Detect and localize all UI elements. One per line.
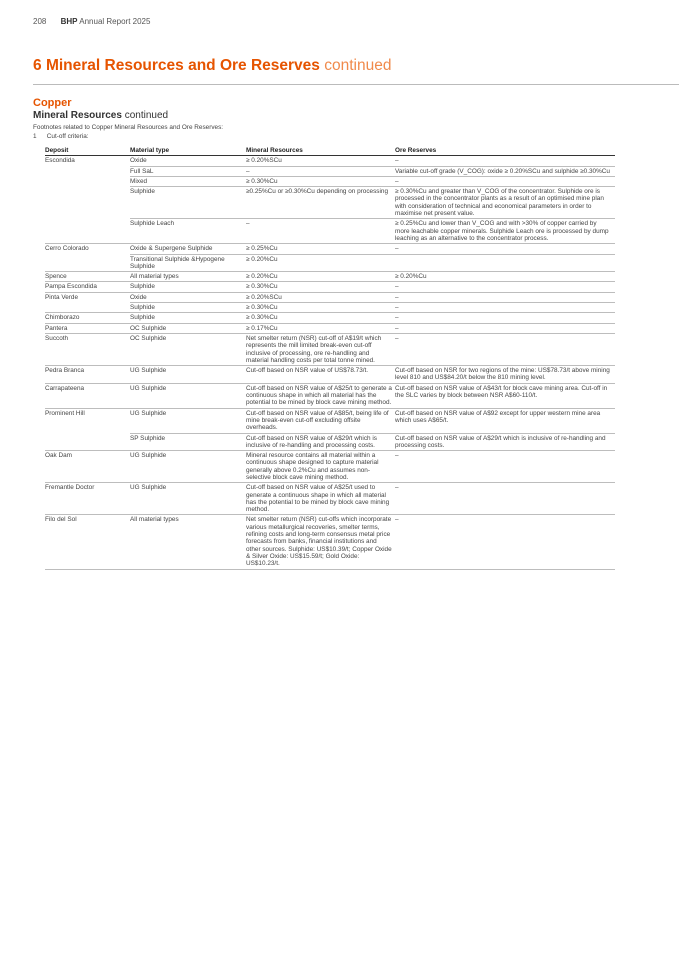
material-cell: All material types: [130, 515, 246, 569]
deposit-cell: Pampa Escondida: [45, 282, 130, 292]
table-row: [45, 366, 615, 384]
table-row: [45, 451, 615, 483]
table-row: [45, 244, 615, 254]
reserves-cell: –: [395, 176, 615, 186]
table-row: [45, 176, 615, 186]
material-cell: UG Sulphide: [130, 383, 246, 408]
deposit-cell: [45, 254, 130, 272]
resources-cell: ≥ 0.30%Cu: [246, 282, 395, 292]
table-row: [45, 383, 615, 408]
table-row: [45, 303, 615, 313]
resources-cell: ≥ 0.30%Cu: [246, 303, 395, 313]
material-cell: Sulphide: [130, 303, 246, 313]
table-row: [45, 292, 615, 302]
footnote-item: [33, 133, 89, 140]
deposit-cell: Oak Dam: [45, 451, 130, 483]
reserves-cell: ≥ 0.25%Cu and lower than V_COG and with >30% of copper carried by more leachable copper minerals. Sulphide Leach ore is processed by dump leaching as an alternative to the concentrator process.: [395, 219, 615, 244]
table-row: [45, 323, 615, 333]
table-row: [45, 433, 615, 451]
reserves-cell: –: [395, 244, 615, 254]
table-row: [45, 156, 615, 166]
material-cell: Mixed: [130, 176, 246, 186]
resources-cell: ≥ 0.25%Cu: [246, 244, 395, 254]
deposit-cell: Pantera: [45, 323, 130, 333]
material-cell: OC Sulphide: [130, 323, 246, 333]
table-row: [45, 219, 615, 244]
page-header: [33, 17, 150, 26]
table-row: [45, 272, 615, 282]
resources-cell: ≥0.25%Cu or ≥0.30%Cu depending on processing: [246, 187, 395, 219]
material-cell: Oxide & Supergene Sulphide: [130, 244, 246, 254]
resources-cell: ≥ 0.20%Cu: [246, 272, 395, 282]
material-cell: Sulphide: [130, 187, 246, 219]
section-divider: [33, 84, 679, 85]
material-cell: Full SaL: [130, 166, 246, 176]
material-cell: Transitional Sulphide &Hypogene Sulphide: [130, 254, 246, 272]
reserves-cell: ≥ 0.20%Cu: [395, 272, 615, 282]
table-header-row: [45, 146, 615, 156]
reserves-cell: –: [395, 483, 615, 515]
resources-cell: Net smelter return (NSR) cut-off of A$19/t which represents the mill limited break-even cut-off inclusive of processing, ore re-handling and material handling costs per total tonne mined.: [246, 333, 395, 365]
deposit-cell: [45, 219, 130, 244]
deposit-cell: Pinta Verde: [45, 293, 79, 301]
reserves-cell: –: [395, 313, 615, 323]
material-cell: UG Sulphide: [130, 451, 246, 483]
reserves-cell: Cut-off based on NSR for two regions of the mine: US$78.73/t above mining level 810 and US$84.20/t below the 810 mining level.: [395, 366, 615, 384]
section-heading: Mineral Resources and Ore Reserves: [45, 57, 320, 74]
deposit-cell: [45, 303, 130, 313]
material-cell: Sulphide Leach: [130, 219, 246, 244]
deposit-cell: Cerro Colorado: [45, 245, 89, 253]
resources-cell: –: [246, 219, 395, 244]
table-row: [45, 313, 615, 323]
reserves-cell: Cut-off based on NSR value of A$43/t for block cave mining area. Cut-off in the SLC varies by block between NSR A$60-110/t.: [395, 383, 615, 408]
table-row: [45, 254, 615, 272]
table-row: [45, 282, 615, 292]
material-cell: UG Sulphide: [130, 408, 246, 433]
table-row: [45, 333, 615, 365]
reserves-cell: Cut-off based on NSR value of A$29/t which is inclusive of re-handling and processing costs.: [395, 433, 615, 451]
footnote-label: Cut-off criteria:: [46, 133, 89, 140]
reserves-cell: Cut-off based on NSR value of A$92 except for upper western mine area which uses A$65/t.: [395, 408, 615, 433]
reserves-cell: [395, 254, 615, 272]
material-cell: UG Sulphide: [130, 483, 246, 515]
deposit-cell: [45, 187, 130, 219]
resources-cell: Cut-off based on NSR value of A$85/t, being life of mine break-even cut-off excluding offsite overheads.: [246, 408, 395, 433]
cutoff-criteria-table: [45, 146, 615, 570]
deposit-cell: [45, 166, 130, 176]
material-cell: UG Sulphide: [130, 366, 246, 384]
deposit-cell: Prominent Hill: [45, 409, 85, 417]
reserves-cell: –: [395, 292, 615, 302]
resources-cell: –: [246, 166, 395, 176]
table-row: [45, 483, 615, 515]
section-number: 6: [33, 57, 42, 74]
subsection-continued: continued: [124, 110, 169, 121]
material-cell: Sulphide: [130, 313, 246, 323]
reserves-cell: –: [395, 323, 615, 333]
deposit-cell: Spence: [45, 272, 130, 282]
material-cell: OC Sulphide: [130, 333, 246, 365]
resources-cell: Mineral resource contains all material within a continuous shape designed to capture material generally above 0.2%Cu and assumes non-selective block cave mining method.: [246, 451, 395, 483]
resources-cell: ≥ 0.17%Cu: [246, 323, 395, 333]
resources-cell: Cut-off based on NSR value of A$29/t which is inclusive of re-handling and processing costs.: [246, 433, 395, 451]
footnote-intro: Footnotes related to Copper Mineral Resources and Ore Reserves:: [33, 124, 224, 131]
deposit-cell: Succoth: [45, 333, 130, 365]
resources-cell: ≥ 0.30%Cu: [246, 176, 395, 186]
resources-cell: Cut-off based on NSR value of A$25/t to generate a continuous shape in which all material has the potential to be mined by block cave mining method.: [246, 383, 395, 408]
reserves-cell: –: [395, 156, 615, 166]
reserves-cell: ≥ 0.30%Cu and greater than V_COG of the concentrator. Sulphide ore is processed in the concentrator plants as a result of an optimised mine plan with consideration of technical and economical parameters in order to maximise net present value.: [395, 187, 615, 219]
material-cell: All material types: [130, 272, 246, 282]
header-ore-reserves: Ore Reserves: [395, 146, 615, 156]
deposit-cell: [45, 433, 130, 451]
material-cell: Oxide: [130, 292, 246, 302]
subsection-title: Mineral Resources: [33, 110, 122, 121]
header-mineral-resources: Mineral Resources: [246, 146, 395, 156]
subsection-heading: [33, 110, 168, 121]
page-number: 208: [33, 17, 47, 26]
deposit-cell: Pedra Branca: [45, 366, 130, 384]
reserves-cell: –: [395, 451, 615, 483]
table-row: [45, 166, 615, 176]
resources-cell: Cut-off based on NSR value of A$25/t used to generate a continuous shape in which all material has the potential to be mined by block cave mining method.: [246, 483, 395, 515]
deposit-cell: Filo del Sol: [45, 515, 130, 569]
table-row: [45, 187, 615, 219]
brand-name: BHP: [60, 17, 78, 26]
resources-cell: ≥ 0.20%Cu: [246, 254, 395, 272]
reserves-cell: Variable cut-off grade (V_COG): oxide ≥ 0.20%SCu and sulphide ≥0.30%Cu: [395, 166, 615, 176]
material-cell: SP Sulphide: [130, 433, 246, 451]
resources-cell: ≥ 0.30%Cu: [246, 313, 395, 323]
header-material-type: Material type: [130, 146, 246, 156]
deposit-cell: Carrapateena: [45, 383, 130, 408]
reserves-cell: –: [395, 515, 615, 569]
deposit-cell: Escondida: [45, 157, 75, 165]
material-cell: Sulphide: [130, 282, 246, 292]
deposit-cell: Chimborazo: [45, 313, 130, 323]
material-cell: Oxide: [130, 156, 246, 166]
section-title: [33, 57, 391, 75]
resources-cell: ≥ 0.20%SCu: [246, 292, 395, 302]
deposit-cell: Fremantle Doctor: [45, 483, 130, 515]
resources-cell: ≥ 0.20%SCu: [246, 156, 395, 166]
resources-cell: Net smelter return (NSR) cut-offs which incorporate various metallurgical recoveries, smelter terms, refining costs and long-term consensus metal price forecasts from banks, financial institutions and other sources. Sulphide: US$10.39/t; Copper Oxide & Silver Oxide: US$15.59/t; Gold Oxide: US$10.23/t.: [246, 515, 395, 569]
footnote-number: 1: [33, 133, 37, 140]
resources-cell: Cut-off based on NSR value of US$78.73/t.: [246, 366, 395, 384]
reserves-cell: –: [395, 282, 615, 292]
table-row: [45, 408, 615, 433]
report-title: Annual Report 2025: [79, 17, 151, 26]
deposit-cell: [45, 176, 130, 186]
reserves-cell: –: [395, 333, 615, 365]
commodity-heading: Copper: [33, 97, 72, 109]
header-deposit: Deposit: [45, 146, 130, 156]
table-row: [45, 515, 615, 569]
reserves-cell: –: [395, 303, 615, 313]
section-continued: continued: [324, 57, 392, 74]
